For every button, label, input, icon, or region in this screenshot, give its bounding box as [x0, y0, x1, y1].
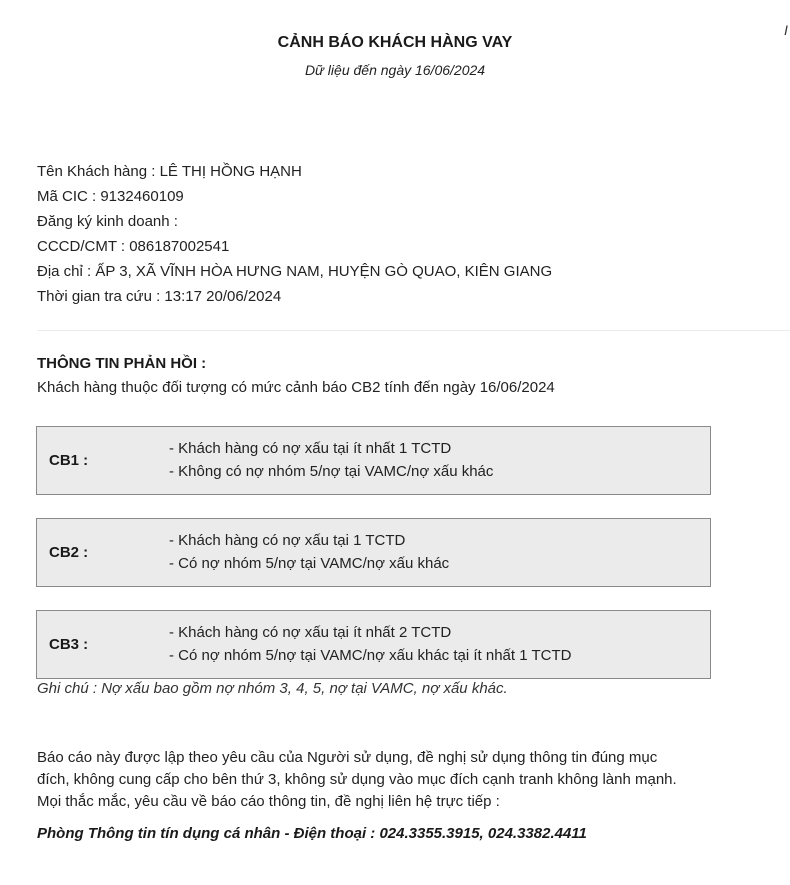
warning-level-label: CB2 :	[49, 544, 89, 561]
feedback-text: Khách hàng thuộc đối tượng có mức cảnh báo CB2 tính đến ngày 16/06/2024	[37, 379, 555, 396]
bad-debt-note: Ghi chú : Nợ xấu bao gồm nợ nhóm 3, 4, 5, nợ tại VAMC, nợ xấu khác.	[37, 680, 508, 697]
usage-disclaimer	[37, 747, 737, 813]
criteria-line: - Khách hàng có nợ xấu tại 1 TCTD	[169, 532, 406, 549]
criteria-line: - Có nợ nhóm 5/nợ tại VAMC/nợ xấu khác tại ít nhất 1 TCTD	[169, 647, 572, 664]
warning-level-cb2	[36, 518, 711, 587]
warning-level-label: CB1 :	[49, 452, 89, 469]
disclaimer-line: đích, không cung cấp cho bên thứ 3, không sử dụng vào mục đích cạnh tranh không lành mạnh.	[37, 771, 677, 788]
warning-level-criteria	[169, 529, 449, 575]
customer-cic: Mã CIC : 9132460109	[37, 188, 184, 205]
criteria-line: - Có nợ nhóm 5/nợ tại VAMC/nợ xấu khác	[169, 555, 450, 572]
disclaimer-line: Mọi thắc mắc, yêu cầu về báo cáo thông tin, đề nghị liên hệ trực tiếp :	[37, 793, 500, 810]
customer-name: Tên Khách hàng : LÊ THỊ HỒNG HẠNH	[37, 163, 302, 180]
warning-level-cb3	[36, 610, 711, 679]
report-date-subtitle: Dữ liệu đến ngày 16/06/2024	[304, 62, 486, 78]
warning-level-label: CB3 :	[49, 636, 89, 653]
disclaimer-line: Báo cáo này được lập theo yêu cầu của Người sử dụng, đề nghị sử dụng thông tin đúng mục	[37, 749, 658, 766]
customer-id-card: CCCD/CMT : 086187002541	[37, 238, 230, 255]
report-title: CẢNH BÁO KHÁCH HÀNG VAY	[277, 34, 513, 51]
customer-business-registration: Đăng ký kinh doanh :	[37, 213, 178, 230]
criteria-line: - Khách hàng có nợ xấu tại ít nhất 2 TCTD	[169, 624, 452, 641]
section-divider	[37, 330, 790, 331]
feedback-heading: THÔNG TIN PHẢN HỒI :	[37, 355, 207, 372]
criteria-line: - Khách hàng có nợ xấu tại ít nhất 1 TCTD	[169, 440, 452, 457]
warning-level-criteria	[169, 437, 493, 483]
contact-info: Phòng Thông tin tín dụng cá nhân - Điện thoại : 024.3355.3915, 024.3382.4411	[37, 825, 587, 842]
corner-mark: I	[784, 22, 788, 38]
criteria-line: - Không có nợ nhóm 5/nợ tại VAMC/nợ xấu khác	[169, 463, 494, 480]
customer-address: Địa chỉ : ẤP 3, XÃ VĨNH HÒA HƯNG NAM, HUYỆN GÒ QUAO, KIÊN GIANG	[37, 263, 553, 280]
customer-info	[37, 159, 552, 309]
lookup-time: Thời gian tra cứu : 13:17 20/06/2024	[37, 288, 282, 305]
warning-level-criteria	[169, 621, 571, 667]
warning-level-cb1	[36, 426, 711, 495]
